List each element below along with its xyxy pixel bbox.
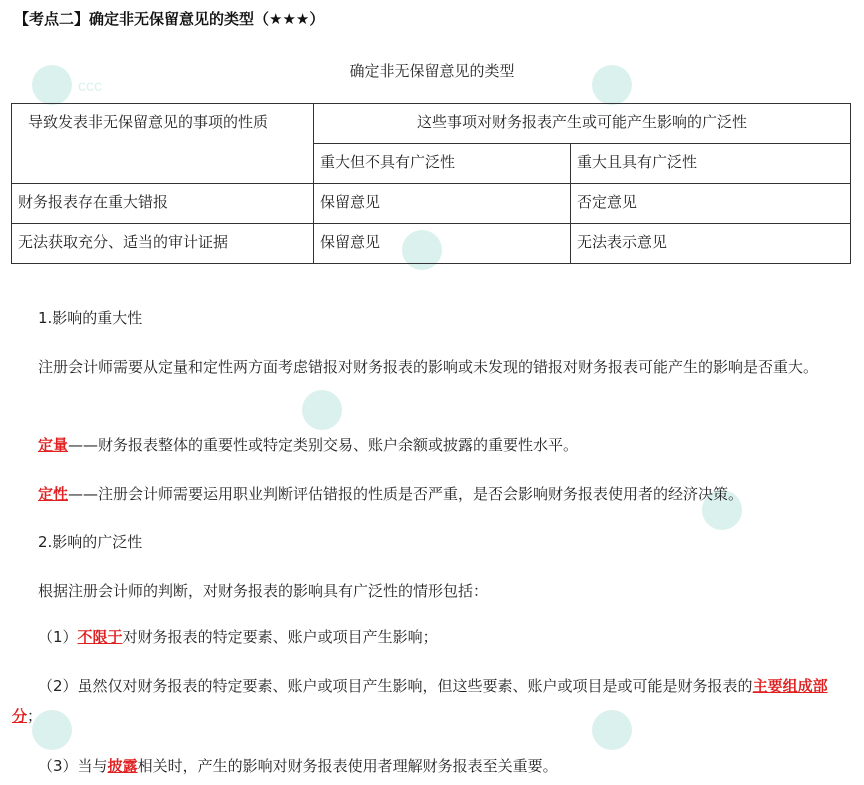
keyword-not-limited: 不限于 xyxy=(77,628,123,646)
table-cell: 无法表示意见 xyxy=(571,224,851,264)
table-cell: 保留意见 xyxy=(314,224,571,264)
table-header-pervasiveness: 这些事项对财务报表产生或可能产生影响的广泛性 xyxy=(314,104,851,144)
keyword-major-component: 主要组成部分 xyxy=(12,677,828,725)
table-header-nature: 导致发表非无保留意见的事项的性质 xyxy=(12,104,314,184)
svg-text:ccc: ccc xyxy=(78,78,102,95)
list-item-text: 虽然仅对财务报表的特定要素、账户或项目产生影响，但这些要素、账户或项目是或可能是财务报表的 xyxy=(77,677,753,695)
keyword-qualitative: 定性 xyxy=(38,485,69,503)
list-item-end: ； xyxy=(27,707,43,725)
table-subheader-pervasive: 重大且具有广泛性 xyxy=(571,144,851,184)
table-caption: 确定非无保留意见的类型 xyxy=(349,62,515,80)
table-row xyxy=(12,184,851,224)
table-cell: 无法获取充分、适当的审计证据 xyxy=(12,224,314,264)
table-row xyxy=(12,224,851,264)
list-item xyxy=(38,751,558,781)
section1-body: 注册会计师需要从定量和定性两方面考虑错报对财务报表的影响或未发现的错报对财务报表可能产生的影响是否重大。 xyxy=(38,358,819,376)
quantitative-line xyxy=(38,430,578,460)
qualitative-text: ——注册会计师需要运用职业判断评估错报的性质是否严重，是否会影响财务报表使用者的经济决策。 xyxy=(68,485,744,503)
section1-title: 1.影响的重大性 xyxy=(38,309,143,327)
list-item xyxy=(12,671,852,731)
keyword-quantitative: 定量 xyxy=(38,436,69,454)
keyword-disclosure: 披露 xyxy=(107,757,138,775)
table-cell: 否定意见 xyxy=(571,184,851,224)
list-item-text: 对财务报表的特定要素、账户或项目产生影响； xyxy=(122,628,438,646)
list-item-number: （1） xyxy=(38,628,78,646)
section2-title: 2.影响的广泛性 xyxy=(38,533,143,551)
list-item-number: （2） xyxy=(38,677,78,695)
section2-intro: 根据注册会计师的判断，对财务报表的影响具有广泛性的情形包括： xyxy=(38,582,489,600)
qualitative-line xyxy=(38,479,743,509)
list-item xyxy=(38,622,438,652)
table-cell: 保留意见 xyxy=(314,184,571,224)
table-subheader-not-pervasive: 重大但不具有广泛性 xyxy=(314,144,571,184)
list-item-number: （3） xyxy=(38,757,78,775)
list-item-text: 当与 xyxy=(77,757,108,775)
opinion-type-table xyxy=(11,103,851,264)
table-cell: 财务报表存在重大错报 xyxy=(12,184,314,224)
list-item-text: 相关时，产生的影响对财务报表使用者理解财务报表至关重要。 xyxy=(137,757,558,775)
page-heading: 【考点二】确定非无保留意见的类型（★★★） xyxy=(14,10,325,28)
quantitative-text: ——财务报表整体的重要性或特定类别交易、账户余额或披露的重要性水平。 xyxy=(68,436,579,454)
